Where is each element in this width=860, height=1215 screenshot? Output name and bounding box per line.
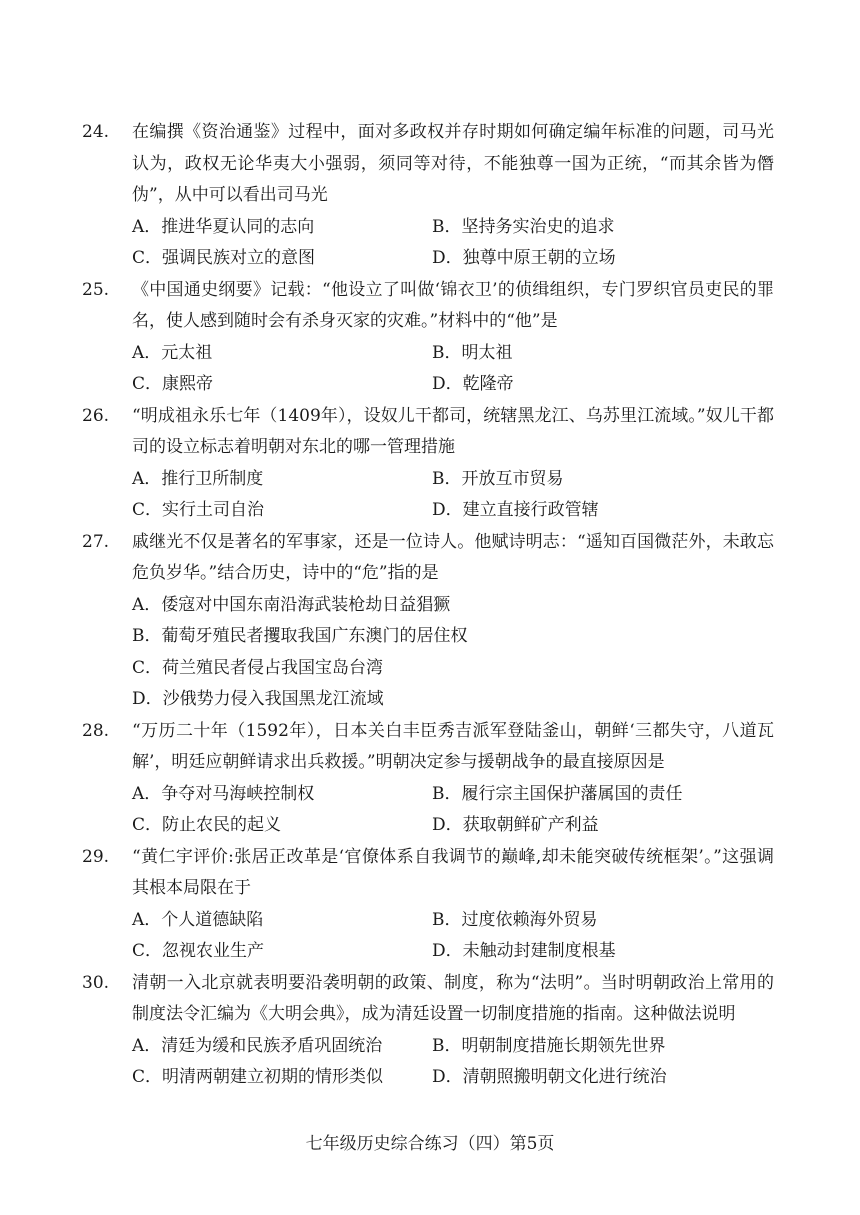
option-c: C．忽视农业生产 bbox=[132, 941, 265, 961]
question-25 bbox=[82, 275, 774, 401]
option-a: A．清廷为缓和民族矛盾巩固统治 bbox=[132, 1035, 383, 1056]
option-d: D．获取朝鲜矿产利益 bbox=[432, 815, 599, 835]
option-d: D．未触动封建制度根基 bbox=[432, 941, 616, 961]
option-list bbox=[106, 338, 774, 401]
question-stem bbox=[82, 275, 774, 338]
question-list bbox=[82, 117, 774, 1094]
question-text: “万历二十年（1592年），日本关白丰臣秀吉派军登陆釜山，朝鲜‘三都失守，八道瓦解’，明廷应朝鲜请求出兵救援。”明朝决定参与援朝战争的最直接原因是 bbox=[132, 720, 774, 772]
option-c: C．明清两朝建立初期的情形类似 bbox=[132, 1067, 384, 1087]
question-26 bbox=[82, 401, 774, 527]
option-a: A．推进华夏认同的志向 bbox=[132, 216, 315, 237]
question-text: 《中国通史纲要》记载：“他设立了叫做‘锦衣卫’的侦缉组织，专门罗织官员吏民的罪名，使人感到随时会有杀身灭家的灾难。”材料中的“他”是 bbox=[132, 279, 774, 331]
option-a: A．个人道德缺陷 bbox=[132, 909, 264, 930]
question-number: 28. bbox=[82, 720, 110, 741]
option-list bbox=[106, 212, 774, 275]
question-27 bbox=[82, 527, 774, 716]
question-text: 清朝一入北京就表明要沿袭明朝的政策、制度，称为“法明”。当时明朝政治上常用的制度法令汇编为《大明会典》，成为清廷设置一切制度措施的指南。这种做法说明 bbox=[132, 972, 774, 1024]
option-d: D．沙俄势力侵入我国黑龙江流域 bbox=[132, 689, 384, 709]
option-c: C．康熙帝 bbox=[132, 374, 214, 394]
option-b: B．明朝制度措施长期领先世界 bbox=[432, 1035, 666, 1056]
option-b: B．履行宗主国保护藩属国的责任 bbox=[432, 783, 683, 804]
option-c: C．防止农民的起义 bbox=[132, 815, 282, 835]
question-number: 29. bbox=[82, 846, 110, 867]
option-a: A．推行卫所制度 bbox=[132, 468, 264, 489]
option-list bbox=[106, 779, 774, 842]
option-list bbox=[106, 905, 774, 968]
question-stem bbox=[82, 527, 774, 590]
question-number: 24. bbox=[82, 122, 110, 142]
question-text: “明成祖永乐七年（1409年），设奴儿干都司，统辖黑龙江、乌苏里江流域。”奴儿干都司的设立标志着明朝对东北的哪一管理措施 bbox=[132, 405, 774, 457]
question-stem bbox=[82, 117, 774, 212]
question-number: 30. bbox=[82, 972, 110, 993]
option-list bbox=[106, 464, 774, 527]
question-text: 在编撰《资治通鉴》过程中，面对多政权并存时期如何确定编年标准的问题，司马光认为，政权无论华夷大小强弱，须同等对待，不能独尊一国为正统，“而其余皆为僭伪”，从中可以看出司马光 bbox=[132, 122, 774, 205]
question-29 bbox=[82, 842, 774, 968]
question-28 bbox=[82, 716, 774, 842]
option-d: D．清朝照搬明朝文化进行统治 bbox=[432, 1067, 667, 1087]
question-number: 26. bbox=[82, 405, 110, 426]
question-text: “黄仁宇评价:张居正改革是‘官僚体系自我调节的巅峰,却未能突破传统框架’。”这强调其根本局限在于 bbox=[132, 846, 774, 898]
question-stem bbox=[82, 401, 774, 464]
option-a: A．倭寇对中国东南沿海武装枪劫日益猖獗 bbox=[132, 594, 451, 615]
question-stem bbox=[82, 842, 774, 905]
page-footer: 七年级历史综合练习（四）第5页 bbox=[305, 1134, 555, 1154]
option-d: D．乾隆帝 bbox=[432, 374, 514, 394]
question-text: 戚继光不仅是著名的军事家，还是一位诗人。他赋诗明志：“遥知百国微茫外，未敢忘危负岁华。”结合历史，诗中的“危”指的是 bbox=[132, 531, 774, 583]
option-c: C．实行土司自治 bbox=[132, 500, 265, 520]
option-c: C．强调民族对立的意图 bbox=[132, 248, 316, 268]
option-b: B．葡萄牙殖民者攫取我国广东澳门的居住权 bbox=[132, 626, 468, 646]
question-number: 27. bbox=[82, 531, 110, 552]
option-b: B．过度依赖海外贸易 bbox=[432, 909, 598, 930]
option-c: C．荷兰殖民者侵占我国宝岛台湾 bbox=[132, 657, 384, 678]
option-d: D．独尊中原王朝的立场 bbox=[432, 248, 616, 268]
option-a: A．元太祖 bbox=[132, 342, 213, 363]
question-24 bbox=[82, 117, 774, 275]
option-b: B．坚持务实治史的追求 bbox=[432, 216, 615, 237]
option-list bbox=[106, 590, 774, 716]
option-a: A．争夺对马海峡控制权 bbox=[132, 783, 315, 804]
question-number: 25. bbox=[82, 279, 110, 300]
option-b: B．开放互市贸易 bbox=[432, 468, 564, 489]
question-stem bbox=[82, 716, 774, 779]
option-d: D．建立直接行政管辖 bbox=[432, 500, 599, 520]
option-list bbox=[106, 1031, 774, 1094]
question-30 bbox=[82, 968, 774, 1094]
option-b: B．明太祖 bbox=[432, 342, 513, 363]
question-stem bbox=[82, 968, 774, 1031]
